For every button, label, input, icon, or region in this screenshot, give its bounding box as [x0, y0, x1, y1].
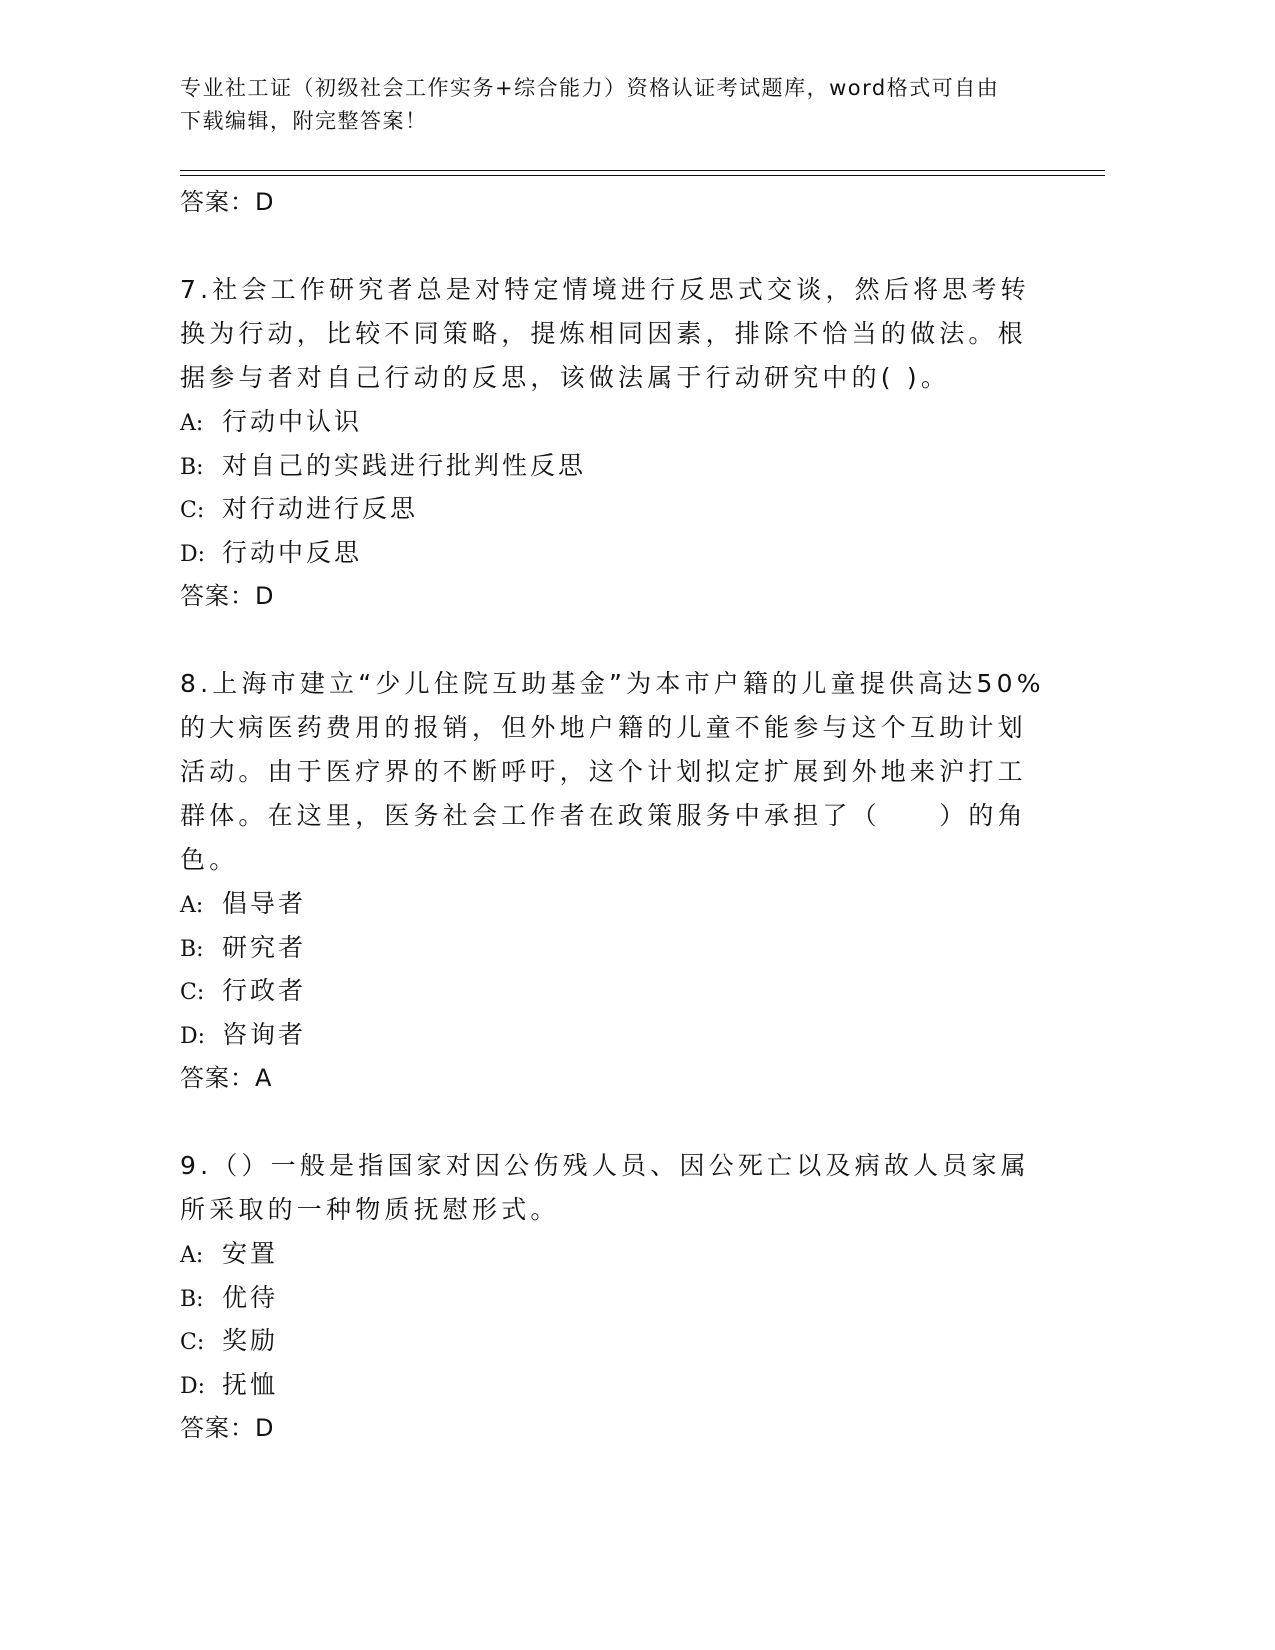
option-text: 对自己的实践进行批判性反思 [222, 450, 587, 480]
option-c [180, 487, 1050, 531]
option-a [180, 400, 1050, 444]
previous-answer: 答案：D [180, 188, 275, 216]
header-divider-top [180, 170, 1105, 171]
option-c [180, 969, 1050, 1013]
question-stem: 9.（）一般是指国家对因公伤残人员、因公死亡以及病故人员家属所采取的一种物质抚慰形式。 [180, 1151, 1030, 1224]
option-text: 倡导者 [222, 889, 307, 918]
question-stem: 7.社会工作研究者总是对特定情境进行反思式交谈，然后将思考转换为行动，比较不同策略，提炼相同因素，排除不恰当的做法。根据参与者对自己行动的反思，该做法属于行动研究中的( )。 [180, 275, 1030, 392]
option-text: 优待 [222, 1282, 279, 1312]
document-header [180, 72, 1080, 138]
option-letter: D: [180, 541, 206, 567]
option-b [180, 1276, 1050, 1320]
option-text: 奖励 [222, 1326, 279, 1355]
option-text: 行动中认识 [222, 407, 363, 436]
question-stem: 8.上海市建立“少儿住院互助基金”为本市户籍的儿童提供高达50%的大病医药费用的报销，但外地户籍的儿童不能参与这个互助计划活动。由于医疗界的不断呼吁，这个计划拟定扩展到外地来沪打工群体。在这里，医务社会工作者在政策服务中承担了（ ）的角色。 [180, 669, 1045, 874]
question-7 [180, 268, 1050, 618]
option-letter: C: [180, 498, 205, 523]
question-list [180, 180, 1050, 1450]
answer: 答案：D [180, 1414, 275, 1442]
header-line-1: 专业社工证（初级社会工作实务+综合能力）资格认证考试题库，word格式可自由 [180, 76, 1000, 100]
option-text: 抚恤 [222, 1369, 279, 1399]
question-9 [180, 1144, 1050, 1450]
option-d [180, 531, 1050, 575]
option-a [180, 882, 1050, 926]
option-letter: B: [180, 454, 204, 480]
option-d [180, 1013, 1050, 1057]
option-letter: C: [180, 980, 205, 1005]
question-8 [180, 662, 1050, 1100]
answer: 答案：D [180, 582, 275, 610]
option-letter: C: [180, 1330, 205, 1355]
option-b [180, 926, 1050, 970]
header-line-2: 下载编辑，附完整答案！ [180, 109, 428, 133]
option-text: 咨询者 [222, 1019, 307, 1049]
option-letter: B: [180, 1286, 204, 1312]
option-b [180, 444, 1050, 488]
option-a [180, 1232, 1050, 1276]
option-text: 安置 [222, 1239, 279, 1268]
option-d [180, 1363, 1050, 1407]
option-text: 研究者 [222, 932, 307, 962]
option-text: 行动中反思 [222, 537, 363, 567]
answer: 答案：A [180, 1064, 273, 1092]
option-c [180, 1319, 1050, 1363]
option-letter: A: [180, 411, 204, 436]
header-divider-bottom [180, 175, 1105, 176]
option-text: 行政者 [222, 976, 307, 1005]
option-letter: B: [180, 936, 204, 962]
option-letter: D: [180, 1373, 206, 1399]
option-letter: D: [180, 1023, 206, 1049]
option-letter: A: [180, 893, 204, 918]
option-text: 对行动进行反思 [222, 494, 419, 523]
option-letter: A: [180, 1243, 204, 1268]
